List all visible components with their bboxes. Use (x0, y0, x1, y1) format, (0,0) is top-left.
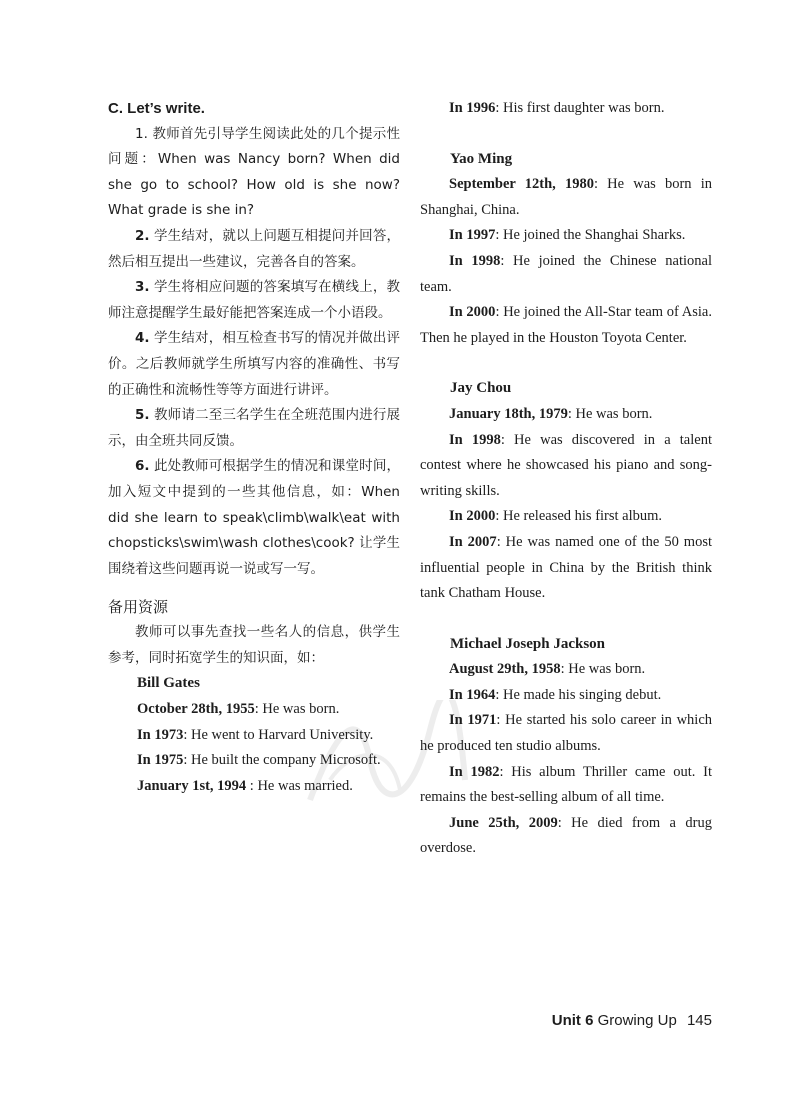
step-text: 教师首先引导学生阅读此处的几个提示性问题：When was Nancy born? When did she go to school? How old is she now? What grade is she in? (108, 125, 400, 219)
entry-text: : He was named one of the 50 most influential people in China by the British think tank Chatham House. (420, 533, 712, 602)
timeline-entry (420, 811, 712, 862)
step-4 (108, 326, 400, 403)
timeline-entry (420, 504, 712, 530)
timeline-entry (420, 760, 712, 811)
entry-date: January 1st, 1994 (137, 777, 247, 794)
yao-ming-block (420, 147, 712, 352)
step-number: 1. (135, 125, 148, 142)
timeline-entry (420, 657, 712, 683)
entry-date: In 1964 (449, 686, 496, 703)
timeline-entry (137, 723, 400, 749)
entry-date: June 25th, 2009 (449, 814, 558, 831)
entry-date: In 1971 (449, 712, 497, 729)
step-5 (108, 403, 400, 454)
timeline-entry (137, 697, 400, 723)
person-name: Bill Gates (137, 675, 200, 692)
timeline-entry (420, 96, 712, 122)
step-text: 教师请二至三名学生在全班范围内进行展示，由全班共同反馈。 (108, 407, 400, 449)
timeline-entry (420, 223, 712, 249)
person-name: Jay Chou (450, 380, 512, 397)
timeline-entry (420, 708, 712, 759)
entry-text: : He joined the All-Star team of Asia. Then he played in the Houston Toyota Center. (420, 304, 712, 346)
entry-text: : He was born. (254, 701, 340, 718)
entry-date: January 18th, 1979 (449, 405, 568, 422)
step-3 (108, 275, 400, 326)
entry-date: In 1997 (449, 227, 496, 244)
michael-jackson-block (420, 632, 712, 862)
entry-text: : He released his first album. (495, 508, 663, 525)
entry-text: : He was married. (246, 777, 353, 794)
entry-date: In 1996 (449, 100, 496, 116)
timeline-entry (420, 172, 712, 223)
jay-chou-block (420, 376, 712, 606)
entry-date: In 1998 (449, 431, 501, 448)
resources-intro: 教师可以事先查找一些名人的信息，供学生参考，同时拓宽学生的知识面，如： (108, 624, 400, 666)
entry-text: : He was born. (560, 661, 646, 678)
step-number: 6. (135, 458, 150, 475)
entry-date: In 1998 (449, 252, 501, 269)
resources-heading: 备用资源 (108, 598, 169, 617)
step-number: 3. (135, 279, 150, 296)
entry-date: October 28th, 1955 (137, 701, 255, 718)
step-text: 此处教师可根据学生的情况和课堂时间，加入短文中提到的一些其他信息，如：When did she learn to speak\climb\walk\eat with chopsticks\swim\wash clothes\cook? 让学生围绕着这些问题再说一说或写一写。 (108, 458, 400, 577)
timeline-entry (420, 300, 712, 351)
step-number: 2. (135, 227, 150, 244)
bill-gates-block (108, 671, 400, 799)
step-text: 学生结对，相互检查书写的情况并做出评价。之后教师就学生所填写内容的准确性、书写的正确性和流畅性等等方面进行讲评。 (108, 330, 400, 398)
entry-text: : He joined the Shanghai Sharks. (495, 227, 686, 244)
right-column (420, 96, 712, 862)
step-number: 5. (135, 407, 150, 424)
step-text: 学生结对，就以上问题互相提问并回答，然后相互提出一些建议，完善各自的答案。 (108, 227, 400, 270)
entry-text: : He made his singing debut. (495, 686, 662, 703)
entry-date: In 1975 (137, 752, 184, 769)
entry-text: : His first daughter was born. (495, 100, 665, 116)
step-text: 学生将相应问题的答案填写在横线上，教师注意提醒学生最好能把答案连成一个小语段。 (108, 279, 400, 321)
entry-text: : He was discovered in a talent contest where he showcased his piano and song-writing skills. (420, 431, 712, 499)
entry-date: In 2000 (449, 508, 496, 525)
entry-text: : He was born in Shanghai, China. (420, 176, 712, 218)
timeline-entry (420, 249, 712, 300)
timeline-entry (137, 774, 400, 800)
step-2 (108, 224, 400, 275)
timeline-entry (420, 530, 712, 607)
timeline-entry (420, 683, 712, 709)
entry-date: In 1982 (449, 763, 500, 780)
step-1 (108, 122, 400, 224)
entry-text: : He was born. (567, 405, 653, 422)
timeline-entry (420, 428, 712, 505)
entry-text: : He started his solo career in which he produced ten studio albums. (420, 712, 712, 755)
page-number: 145 (686, 1012, 712, 1029)
entry-text: : He went to Harvard University. (183, 726, 374, 743)
step-number: 4. (135, 330, 150, 347)
entry-date: In 2007 (449, 533, 497, 550)
entry-date: In 2000 (449, 304, 496, 321)
timeline-entry (137, 748, 400, 774)
entry-text: : He built the company Microsoft. (183, 752, 381, 769)
unit-label: Unit 6 (551, 1012, 594, 1029)
section-title: C. Let’s write. (108, 100, 205, 117)
unit-title: Growing Up (597, 1012, 677, 1029)
entry-date: September 12th, 1980 (449, 176, 594, 193)
step-6 (108, 454, 400, 582)
entry-text: : He died from a drug overdose. (420, 814, 712, 857)
entry-date: August 29th, 1958 (449, 661, 561, 678)
page-footer (552, 1012, 712, 1029)
timeline-entry (420, 402, 712, 428)
person-name: Yao Ming (450, 150, 513, 167)
entry-text: : His album Thriller came out. It remains the best-selling album of all time. (420, 763, 712, 806)
entry-text: : He joined the Chinese national team. (420, 252, 712, 295)
left-column (108, 96, 400, 799)
person-name: Michael Joseph Jackson (450, 635, 606, 652)
entry-date: In 1973 (137, 726, 184, 743)
